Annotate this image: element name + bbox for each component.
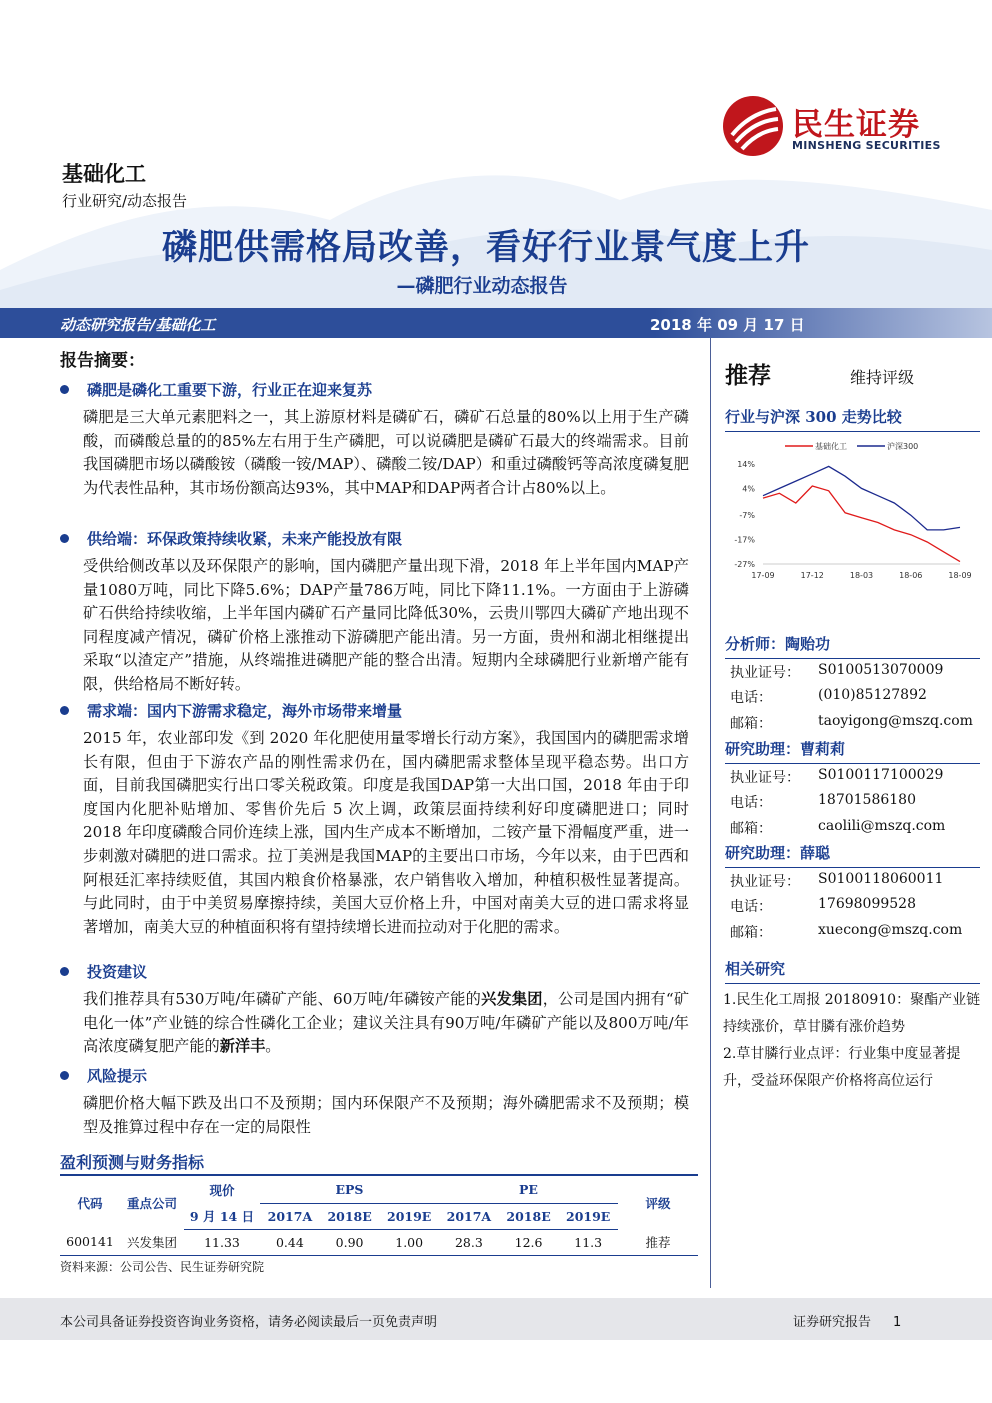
- section-body: 2015 年，农业部印发《到 2020 年化肥使用量零增长行动方案》，我国国内的磷肥需求增长有限，但由于下游农产品的刚性需求仍在，国内磷肥需求整体呈现平稳态势。出口方面，目前我国磷肥实行出口零关税政策。印度是我国DAP第一大出口国，2018 年由于印度国内化肥补贴增加、零售价先后 5 次上调，政策层面持续利好印度磷肥进口；同时 2018 年印度磷酸合同价连续上涨，国内生产成本不断增加，二铵产量下滑幅度严重，进一步刺激对磷肥的进口需求。拉丁美洲是我国MAP的主要出口市场，今年以来，由于巴西和阿根廷汇率持续贬值，其国内粮食价格暴涨，农户销售收入增加，种植积极性显著提高。与此同时，由于中美贸易摩擦持续，美国大豆价格上升，中国对南美大豆的进口需求将显著增加，南美大豆的种植面积将有望持续增长进而拉动对于化肥的需求。: [83, 729, 689, 936]
- bullet-icon: [60, 385, 69, 394]
- contact-value: S0100118060011: [818, 871, 944, 887]
- report-date: 2018 年 09 月 17 日: [650, 316, 805, 334]
- header-rating: 评级: [645, 1196, 671, 1211]
- column-divider: [710, 338, 711, 1288]
- logo-name-cn: 民生证券: [792, 107, 920, 143]
- header-year: 2019E: [558, 1203, 618, 1229]
- table-source: 资料来源：公司公告、民生证券研究院: [60, 1260, 265, 1274]
- header-year: 2018E: [499, 1203, 559, 1229]
- x-tick-label: 18-09: [948, 571, 972, 580]
- chart-heading: 行业与沪深 300 走势比较: [725, 406, 980, 432]
- footer-label: 证券研究报告 1: [793, 1315, 902, 1330]
- section-supply: [60, 527, 689, 697]
- cell-eps: 1.00: [379, 1229, 439, 1255]
- contact-value: taoyigong@mszq.com: [818, 713, 973, 729]
- cell-price: 11.33: [184, 1229, 260, 1255]
- bullet-icon: [60, 706, 69, 715]
- company-highlight: 兴发集团: [481, 990, 543, 1008]
- related-list: [723, 987, 985, 1095]
- rating: 推荐: [725, 363, 771, 389]
- header-year: 2018E: [320, 1203, 380, 1229]
- series-line: [763, 486, 960, 562]
- section-title: 风险提示: [60, 1064, 689, 1088]
- report-type: 行业研究/动态报告: [62, 192, 188, 210]
- y-tick-label: 14%: [737, 460, 755, 469]
- report-category: 动态研究报告/基础化工: [60, 316, 216, 334]
- section-industry: [60, 378, 689, 500]
- y-tick-label: -27%: [734, 560, 755, 569]
- contact-value: caolili@mszq.com: [818, 818, 946, 834]
- x-tick-label: 17-09: [751, 571, 775, 580]
- analyst-heading: 分析师：陶贻功: [725, 633, 980, 659]
- chart-lines: [763, 466, 960, 561]
- contact-label: 邮箱：: [730, 821, 772, 837]
- logo-emblem-icon: [722, 95, 784, 157]
- x-tick-label: 18-06: [899, 571, 923, 580]
- section-body: 磷肥是三大单元素肥料之一，其上游原材料是磷矿石，磷矿石总量的80%以上用于生产磷酸，而磷酸总量的的85%左右用于生产磷肥，可以说磷肥是磷矿石最大的终端需求。目前我国磷肥市场以磷酸铵（磷酸一铵/MAP）、磷酸二铵/DAP）和重过磷酸钙等高浓度磷复肥为代表性品种，其市场份额高达93%，其中MAP和DAP两者合计占80%以上。: [83, 408, 689, 497]
- cell-code: 600141: [60, 1229, 120, 1255]
- x-tick-label: 18-03: [849, 571, 874, 580]
- footer-disclaimer: 本公司具备证券投资咨询业务资格，请务必阅读最后一页免责声明: [60, 1315, 438, 1330]
- table-title: 盈利预测与财务指标: [60, 1153, 205, 1172]
- related-heading: 相关研究: [725, 958, 980, 984]
- section-demand: [60, 699, 689, 939]
- section-body: 我们推荐具有530万吨/年磷矿产能、60万吨/年磷铵产能的兴发集团，公司是国内拥有“矿电化一体”产业链的综合性磷化工企业；建议关注具有90万吨/年磷矿产能以及800万吨/年高浓度磷复肥产能的新洋丰。: [83, 990, 690, 1056]
- contact-value: S0100117100029: [818, 767, 944, 783]
- contact-value: S0100513070009: [818, 662, 944, 678]
- title-bar: [0, 308, 992, 338]
- cell-pe: 28.3: [439, 1229, 499, 1255]
- related-item[interactable]: 1.民生化工周报 20180910：聚酯产业链持续涨价，草甘膦有涨价趋势: [723, 992, 981, 1035]
- chart-y-axis: [734, 460, 755, 569]
- company-highlight: 新洋丰: [219, 1037, 266, 1056]
- contact-label: 执业证号：: [730, 874, 800, 890]
- header-price: 现价: [209, 1183, 235, 1198]
- header-price-date: 9 月 14 日: [184, 1203, 260, 1229]
- footer: [0, 1298, 992, 1340]
- contact-label: 电话：: [730, 899, 772, 915]
- section-body: 受供给侧改革以及环保限产的影响，国内磷肥产量出现下滑，2018 年上半年国内MAP产量1080万吨，同比下降5.6%；DAP产量786万吨，同比下降11.1%。一方面由于上游磷矿石供给持续收缩，上半年国内磷矿石产量同比降低30%，云贵川鄂四大磷矿产地出现不同程度减产情况，磷矿价格上涨推动下游磷肥产能出清。另一方面，贵州和湖北相继提出采取“以渣定产”措施，从终端推进磷肥产能的整合出清。短期内全球磷肥行业新增产能有限，供给格局不断好转。: [83, 557, 689, 693]
- contact-label: 邮箱：: [730, 925, 772, 941]
- legend-label: 基础化工: [815, 442, 847, 451]
- cell-rating: 推荐: [618, 1229, 698, 1255]
- company-logo: [722, 95, 962, 157]
- y-tick-label: 4%: [742, 484, 755, 494]
- abstract-heading: 报告摘要：: [60, 351, 145, 371]
- trend-chart: [725, 434, 980, 584]
- cell-eps: 0.44: [260, 1229, 320, 1255]
- header-code: 代码: [77, 1196, 103, 1211]
- contact-value: xuecong@mszq.com: [818, 922, 963, 938]
- report-title: 磷肥供需格局改善，看好行业景气度上升: [161, 228, 810, 268]
- section-title: 供给端：环保政策持续收紧，未来产能投放有限: [60, 527, 689, 551]
- cell-pe: 11.3: [558, 1229, 618, 1255]
- header-pe: PE: [439, 1177, 618, 1203]
- legend-label: 沪深300: [887, 442, 919, 451]
- section-body: 磷肥价格大幅下跌及出口不及预期；国内环保限产不及预期；海外磷肥需求不及预期；模型及推算过程中存在一定的局限性: [83, 1094, 689, 1136]
- header-year: 2017A: [439, 1203, 499, 1229]
- chart-x-axis: [751, 564, 971, 580]
- related-item[interactable]: 2.草甘膦行业点评：行业集中度显著提升，受益环保限产价格将高位运行: [723, 1046, 961, 1089]
- industry-label: 基础化工: [62, 162, 146, 186]
- assistant2-heading: 研究助理：薛聪: [725, 842, 980, 868]
- assistant1-heading: 研究助理：曹莉莉: [725, 738, 980, 764]
- section-risk: [60, 1064, 689, 1139]
- x-tick-label: 17-12: [800, 571, 824, 580]
- header-year: 2017A: [260, 1203, 320, 1229]
- bullet-icon: [60, 967, 69, 976]
- cell-pe: 12.6: [499, 1229, 559, 1255]
- cell-eps: 0.90: [320, 1229, 380, 1255]
- contact-label: 执业证号：: [730, 770, 800, 786]
- table-rule: [60, 1174, 698, 1176]
- header-company: 重点公司: [126, 1196, 177, 1211]
- bullet-icon: [60, 1071, 69, 1080]
- y-tick-label: -17%: [734, 535, 755, 545]
- section-title: 磷肥是磷化工重要下游，行业正在迎来复苏: [60, 378, 689, 402]
- contact-value: (010)85127892: [818, 687, 927, 703]
- section-title: 需求端：国内下游需求稳定，海外市场带来增量: [60, 699, 689, 723]
- section-title: 投资建议: [60, 960, 689, 984]
- section-investment: [60, 960, 689, 1059]
- contact-value: 17698099528: [818, 896, 916, 912]
- chart-legend: [785, 441, 918, 451]
- financial-table: [60, 1177, 698, 1256]
- contact-value: 18701586180: [818, 792, 916, 808]
- series-line: [763, 466, 960, 530]
- rating-note: 维持评级: [850, 368, 915, 387]
- header-eps: EPS: [260, 1177, 439, 1203]
- logo-name-en: MINSHENG SECURITIES: [792, 139, 941, 152]
- contact-label: 电话：: [730, 795, 772, 811]
- cell-company: 兴发集团: [120, 1229, 184, 1255]
- y-tick-label: -7%: [739, 511, 755, 521]
- page-number: 1: [893, 1315, 902, 1330]
- report-subtitle: —磷肥行业动态报告: [396, 275, 568, 297]
- table-row: [60, 1229, 698, 1255]
- contact-label: 邮箱：: [730, 716, 772, 732]
- contact-label: 执业证号：: [730, 665, 800, 681]
- contact-label: 电话：: [730, 690, 772, 706]
- bullet-icon: [60, 534, 69, 543]
- header-year: 2019E: [379, 1203, 439, 1229]
